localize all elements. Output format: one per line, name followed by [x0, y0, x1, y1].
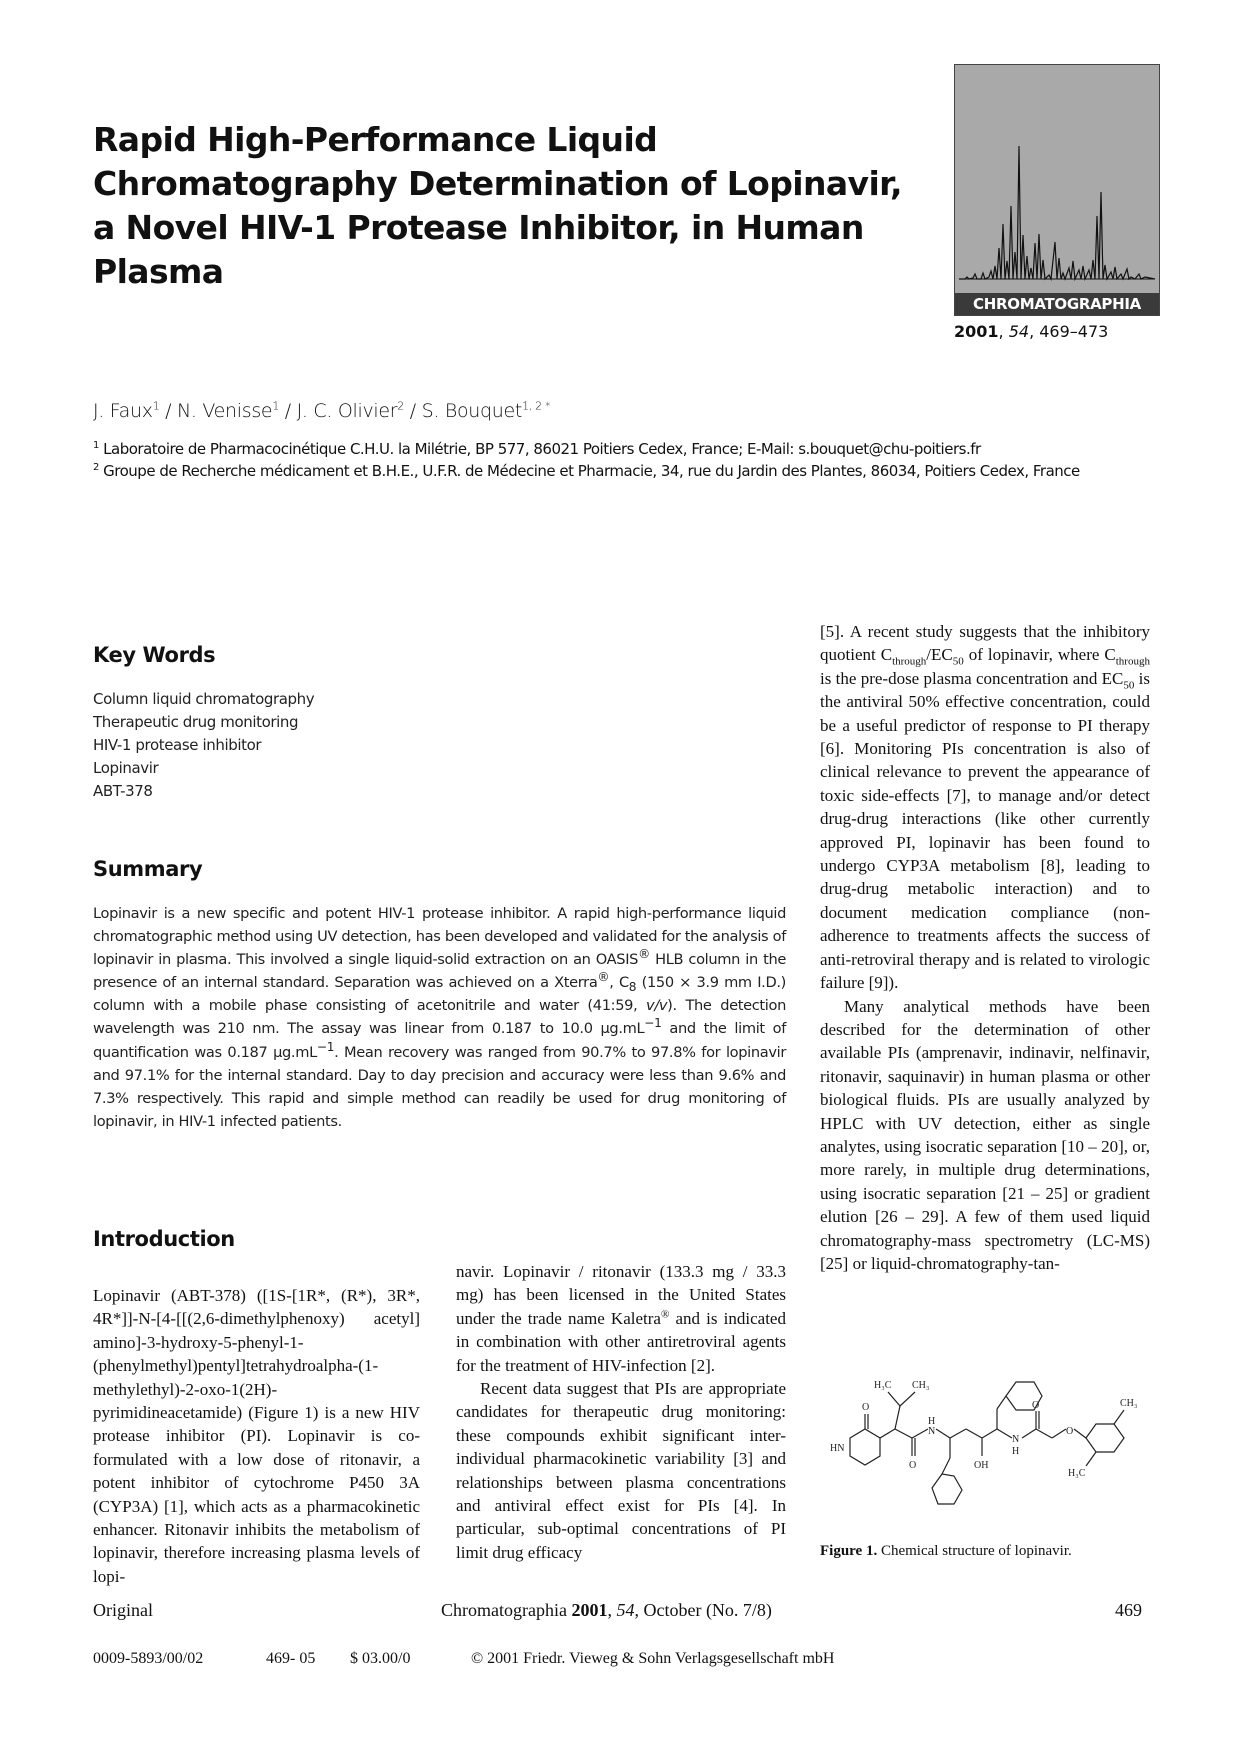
separator: ,	[607, 1600, 617, 1620]
figure-caption-text: Chemical structure of lopinavir.	[877, 1543, 1072, 1559]
atom-label: H₃C	[1068, 1468, 1086, 1479]
author-affiliation-mark: 1, 2 *	[522, 399, 551, 413]
logo-label: CHROMATOGRAPHIA	[955, 293, 1159, 315]
atom-label: H	[928, 1416, 936, 1427]
keyword: Lopinavir	[93, 759, 159, 777]
figure-label: Figure 1.	[820, 1543, 878, 1559]
page-number: 469	[1115, 1600, 1142, 1620]
atom-label: H	[1012, 1446, 1020, 1457]
paragraph-part: /EC	[926, 645, 953, 665]
journal-volume: 54	[616, 1600, 635, 1620]
paragraph-part: is the antiviral 50% effective concentration, could be a useful predictor of response to PI therapy [6]. Monitoring PIs concentration is also of clinical relevance to prevent the appearance of toxic side-effects [7], to manage and/or detect drug-drug interactions (like other currently approved PI, lopinavir has been found to undergo CYP3A metabolism [8], leading to drug-drug metabolic interaction) and to document medication compliance (non-adherence to treatments affects the success of anti-retroviral therapy and is related to virologic failure [9]).	[820, 668, 1150, 993]
summary-part: v/v	[646, 997, 668, 1015]
atom-label: N	[928, 1426, 936, 1437]
author-name: S. Bouquet	[421, 400, 523, 422]
atom-label: N	[1012, 1434, 1020, 1445]
subscript: 50	[952, 655, 964, 668]
summary-part: , C	[609, 974, 629, 992]
atom-label: CH₃	[912, 1380, 930, 1391]
paragraph-part: navir. Lopinavir / ritonavir (133.3 mg / 33.3 mg) has been licensed in the United States under the trade name Kaletra	[456, 1262, 786, 1328]
summary-heading: Summary	[93, 857, 203, 881]
keywords-heading: Key Words	[93, 643, 216, 667]
keyword: Column liquid chromatography	[93, 690, 315, 708]
summary-part: ). The detection wavelength was 210 nm. The assay was linear from 0.187 to 10.0 μg.mL	[93, 997, 786, 1038]
atom-label: O	[909, 1460, 917, 1471]
chemical-structure-figure	[820, 1376, 1150, 1526]
summary-part: and the limit of quantification was 0.187 μg.mL	[93, 1020, 786, 1061]
author-list: J. Faux$^1$ / N. Venisse$^1$ / J. C. Olivier$^2$ / S. Bouquet$^{1, 2 *}$	[93, 399, 551, 422]
citation-pages: 469–473	[1039, 322, 1109, 341]
superscript: −1	[316, 1039, 335, 1054]
atom-label: O	[862, 1402, 870, 1413]
journal-reference	[441, 1600, 772, 1621]
copyright: © 2001 Friedr. Vieweg & Sohn Verlagsgesellschaft mbH	[471, 1650, 835, 1667]
author-affiliation-mark: 2	[397, 399, 404, 413]
registered-mark: ®	[660, 1308, 670, 1321]
introduction-heading: Introduction	[93, 1227, 235, 1251]
journal-year: 2001	[571, 1600, 608, 1620]
benzene-ring-bottom	[932, 1474, 962, 1504]
subscript: 50	[1123, 679, 1135, 692]
summary-part: Lopinavir is a new specific and potent HIV-1 protease inhibitor. A rapid high-performance liquid chromatographic method using UV detection, has been developed and validated for the analysis of lopinavir in plasma. This involved a single liquid-solid extraction on an OASIS	[93, 905, 786, 969]
citation-year: 2001	[954, 322, 999, 341]
journal-name: Chromatographia	[441, 1600, 572, 1620]
citation: 2001, 54, 469–473	[954, 322, 1109, 341]
summary-part: HLB column in the presence of an internal standard. Separation was achieved on a Xterra	[93, 951, 786, 992]
registered-mark: ®	[638, 947, 650, 962]
price: $ 03.00/0	[350, 1650, 411, 1667]
affiliation-number: 2	[93, 462, 99, 473]
atom-label: O	[1032, 1400, 1040, 1411]
summary-text	[93, 902, 786, 1133]
paragraph: Recent data suggest that PIs are appropriate candidates for therapeutic drug monitoring: these compounds exhibit significant inter-individual pharmacokinetic variability [3] and relationships between plasma concentrations and antiviral effect exist for PIs [4]. In particular, sub-optimal concentrations of PI limit drug efficacy	[456, 1379, 786, 1562]
paragraph-part: of lopinavir, where C	[963, 645, 1116, 665]
registered-mark: ®	[597, 970, 610, 985]
atom-label: H₃C	[874, 1380, 892, 1391]
paragraph: Lopinavir (ABT-378) ([1S-[1R*, (R*), 3R*, 4R*]]-N-[4-[[(2,6-dimethylphenoxy) acetyl] amino]-3-hydroxy-5-phenyl-1-(phenylmethyl)pentyl]tetrahydroalpha-(1-methylethyl)-2-oxo-1(2H)-pyrimidineacetamide) (Figure 1) is a new HIV protease inhibitor (PI). Lopinavir is co-formulated with a low dose of ritonavir, a potent inhibitor of cytochrome P450 3A (CYP3A) [1], which acts as a pharmacokinetic enhancer. Ritonavir inhibits the metabolism of lopinavir, therefore increasing plasma levels of lopi-	[93, 1286, 420, 1586]
structure-bonds	[850, 1382, 1124, 1504]
article-title: Rapid High-Performance Liquid Chromatography Determination of Lopinavir, a Novel HIV-1 Protease Inhibitor, in Human Plasma	[93, 120, 902, 291]
journal-issue: , October (No. 7/8)	[634, 1600, 772, 1620]
keyword: Therapeutic drug monitoring	[93, 713, 299, 731]
journal-logo	[954, 64, 1160, 316]
article-type: Original	[93, 1600, 153, 1620]
subscript: through	[1115, 655, 1150, 668]
author-name: J. C. Olivier	[296, 400, 398, 422]
text-column-2	[456, 1260, 786, 1564]
superscript: −1	[644, 1016, 662, 1031]
keywords-list	[93, 688, 314, 803]
keyword: HIV-1 protease inhibitor	[93, 736, 262, 754]
atom-label: O	[1066, 1426, 1074, 1437]
atom-label: CH₃	[1120, 1398, 1138, 1409]
issn: 0009-5893/00/02	[93, 1650, 204, 1667]
paragraph-part: and is indicated in combination with other antiretroviral agents for the treatment of HIV-infection [2].	[456, 1308, 786, 1375]
subscript: 8	[628, 980, 637, 995]
text-column-3	[820, 620, 1150, 1275]
author-affiliation-mark: 1	[272, 399, 280, 413]
dimethylphenyl-ring	[1086, 1424, 1124, 1452]
citation-volume: 54	[1008, 322, 1030, 341]
keyword: ABT-378	[93, 782, 153, 800]
author-name: N. Venisse	[177, 400, 273, 422]
affiliation-text: Laboratoire de Pharmacocinétique C.H.U. la Milétrie, BP 577, 86021 Poitiers Cedex, France; E-Mail: s.bouquet@chu-poitiers.fr	[103, 440, 981, 458]
chromatogram-trace	[959, 146, 1155, 279]
atom-label: HN	[830, 1443, 845, 1454]
paragraph	[456, 1260, 786, 1377]
page-code: 469- 05	[266, 1650, 316, 1667]
paragraph-part: [5]. A recent study suggests that the inhibitory quotient C	[820, 622, 1150, 665]
summary-part: . Mean recovery was ranged from 90.7% to 97.8% for lopinavir and 97.1% for the internal standard. Day to day precision and accuracy were less than 9.6% and 7.3% respectively. This rapid and simple method can readily be used for drug monitoring of lopinavir, in HIV-1 infected patients.	[93, 1043, 786, 1130]
atom-label: OH	[974, 1460, 989, 1471]
paragraph: Many analytical methods have been described for the determination of other available PIs (amprenavir, indinavir, nelfinavir, ritonavir, saquinavir) in human plasma or other biological fluids. PIs are usually analyzed by HPLC with UV detection, either as single analytes, using isocratic separation [10 – 20], or, more rarely, in multiple drug determinations, using isocratic separation [21 – 25] or gradient elution [26 – 29]. A few of them used liquid chromatography-mass spectrometry (LC-MS) [25] or liquid-chromatography-tan-	[820, 996, 1150, 1273]
summary-part: (150 × 3.9 mm I.D.) column with a mobile phase consisting of acetonitrile and water (41:59,	[93, 974, 786, 1015]
affiliation-number: 1	[93, 440, 99, 451]
subscript: through	[892, 655, 927, 668]
paragraph	[820, 620, 1150, 995]
structure-labels	[830, 1380, 1137, 1479]
affiliation	[93, 462, 1080, 480]
pyrimidinone-ring	[850, 1429, 880, 1465]
chromatogram-logo-graphic	[955, 65, 1159, 293]
affiliation-text: Groupe de Recherche médicament et B.H.E., U.F.R. de Médecine et Pharmacie, 34, rue du Jardin des Plantes, 86034, Poitiers Cedex, France	[103, 462, 1080, 480]
text-column-1	[93, 1284, 420, 1588]
affiliation	[93, 440, 981, 458]
paragraph-part: is the pre-dose plasma concentration and EC	[820, 668, 1124, 688]
author-affiliation-mark: 1	[152, 399, 160, 413]
figure-caption	[820, 1543, 1072, 1560]
author-name: J. Faux	[93, 400, 153, 422]
